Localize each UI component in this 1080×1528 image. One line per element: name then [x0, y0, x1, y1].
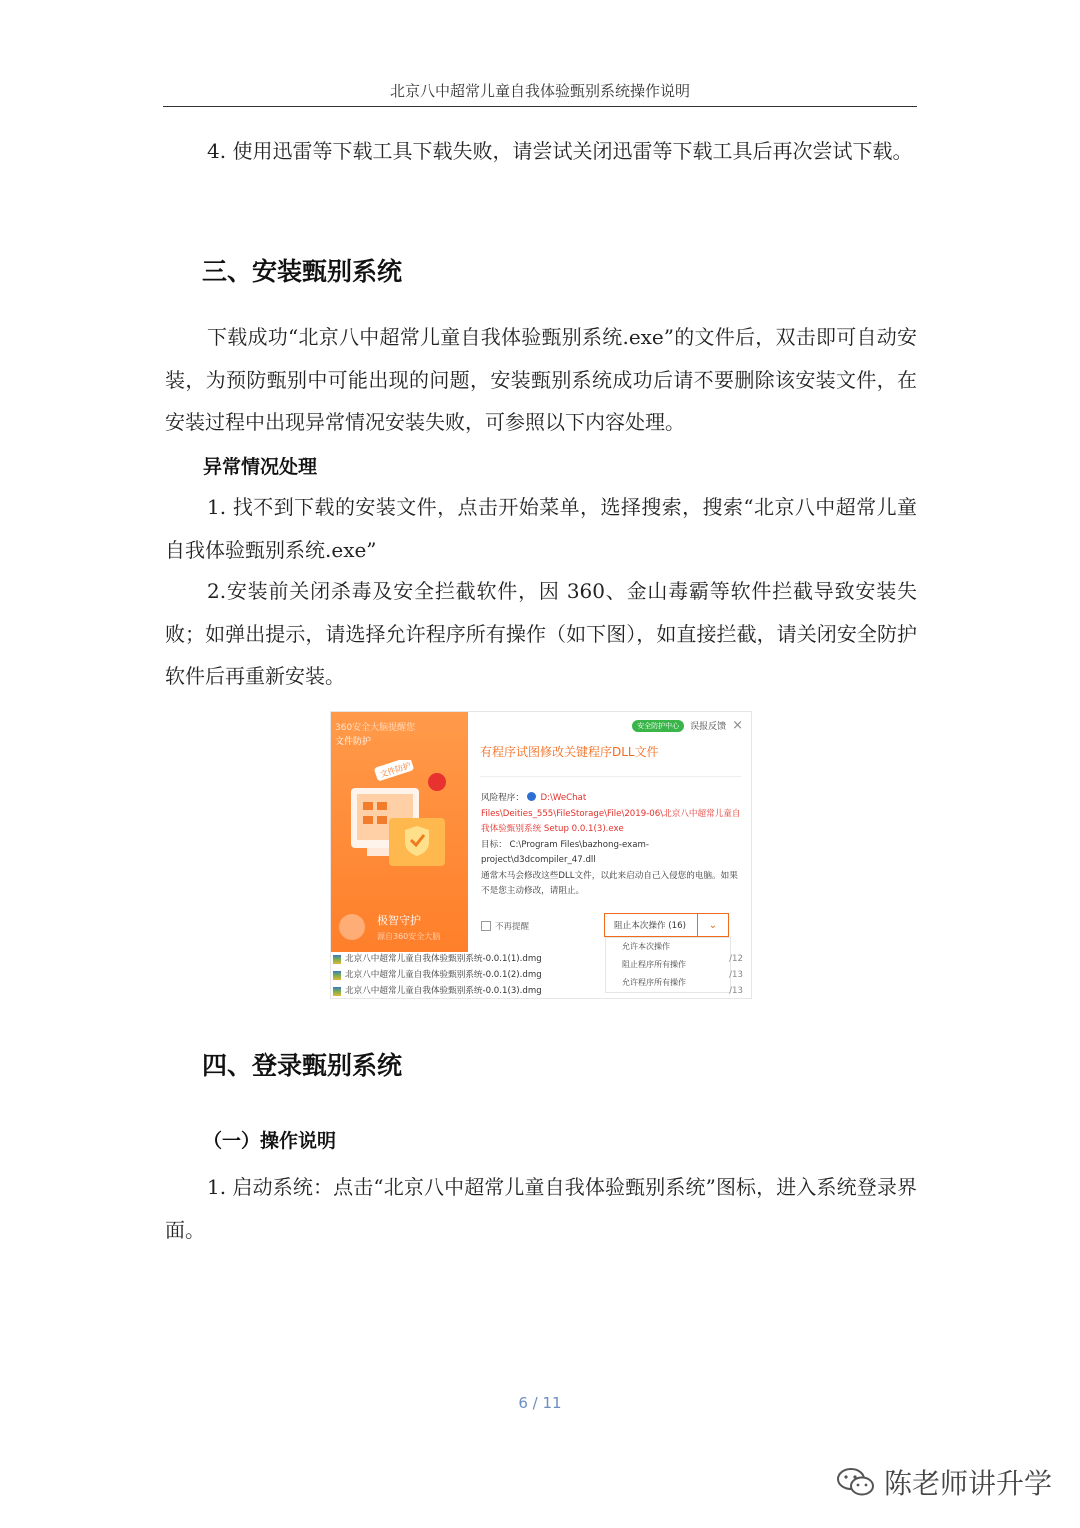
- paragraph-exception-2: 2.安装前关闭杀毒及安全拦截软件，因 360、金山毒霸等软件拦截导致安装失败；如弹出提示，请选择允许程序所有操作（如下图），如直接拦截，请关闭安全防护软件后再重新安装。: [165, 579, 917, 688]
- file-name: 北京八中超常儿童自我体验甄别系统-0.0.1(1).dmg: [345, 954, 542, 964]
- security-dialog-screenshot: [330, 711, 752, 999]
- target-row: [481, 838, 743, 869]
- dialog-divider: [480, 776, 741, 777]
- paragraph-exception-1: 1. 找不到下载的安装文件，点击开始菜单，选择搜索，搜索“北京八中超常儿童自我体验甄别系统.exe”: [165, 495, 917, 562]
- file-icon: [333, 971, 341, 980]
- dialog-foot-title: 极智守护: [377, 914, 421, 927]
- file-row: [333, 983, 743, 999]
- block-operation-button[interactable]: [604, 913, 729, 937]
- paragraph-install: 下载成功“北京八中超常儿童自我体验甄别系统.exe”的文件后，双击即可自动安装，为预防甄别中可能出现的问题，安装甄别系统成功后请不要删除该安装文件，在安装过程中出现异常情况安装失败，可参照以下内容处理。: [165, 325, 917, 434]
- wechat-watermark: [836, 1462, 1052, 1502]
- dialog-brand: 360安全大脑提醒您: [335, 723, 416, 733]
- security-badge: 安全防护中心: [632, 720, 684, 732]
- dialog-orange-panel: [331, 712, 468, 952]
- file-name: 北京八中超常儿童自我体验甄别系统-0.0.1(2).dmg: [345, 970, 542, 980]
- background-file-list: [333, 951, 743, 999]
- wechat-icon: [836, 1466, 876, 1498]
- watermark-text: 陈老师讲升学: [884, 1467, 1053, 1500]
- subheading-operations: （一）操作说明: [203, 1130, 337, 1152]
- section-heading-install: 三、安装甄别系统: [202, 257, 403, 286]
- risk-row: [481, 791, 743, 838]
- dialog-note: 通常木马会修改这些DLL文件，以此来启动自己入侵您的电脑。如果不是您主动修改，请阻止。: [481, 870, 738, 896]
- file-row: [333, 967, 743, 983]
- brand-shield-icon: [339, 914, 365, 940]
- chevron-down-icon[interactable]: ⌄: [697, 914, 728, 936]
- block-button-label: 阻止本次操作 (16): [614, 921, 686, 931]
- file-date: /13: [729, 986, 743, 996]
- page-number: 6 / 11: [518, 1394, 562, 1412]
- risk-label: 风险程序：: [481, 793, 524, 803]
- file-row: [333, 951, 743, 967]
- menu-item-allow-all[interactable]: 允许程序所有操作: [622, 978, 686, 987]
- dialog-module: 文件防护: [335, 737, 372, 747]
- no-remind-label: 不再提醒: [495, 922, 530, 932]
- subheading-exception: 异常情况处理: [203, 456, 318, 478]
- computer-shield-illustration: [345, 760, 457, 890]
- program-icon: [527, 792, 536, 801]
- no-remind-checkbox[interactable]: [481, 920, 529, 932]
- paragraph-login-1: 1. 启动系统：点击“北京八中超常儿童自我体验甄别系统”图标，进入系统登录界面。: [165, 1175, 917, 1242]
- file-date: /13: [729, 970, 743, 980]
- target-label: 目标：: [481, 839, 507, 850]
- feedback-link[interactable]: 误报反馈: [690, 722, 727, 732]
- section-heading-login: 四、登录甄别系统: [202, 1051, 403, 1080]
- dialog-topbar: [632, 718, 743, 733]
- header-divider: [163, 106, 917, 107]
- paragraph-step4: 4. 使用迅雷等下载工具下载失败，请尝试关闭迅雷等下载工具后再次尝试下载。: [207, 139, 913, 163]
- file-name: 北京八中超常儿童自我体验甄别系统-0.0.1(3).dmg: [345, 986, 542, 996]
- menu-item-block-all[interactable]: 阻止程序所有操作: [622, 960, 686, 969]
- page-header-title: 北京八中超常儿童自我体验甄别系统操作说明: [389, 82, 690, 100]
- file-icon: [333, 987, 341, 996]
- file-icon: [333, 955, 341, 964]
- dialog-sticker: 文件防护: [378, 760, 413, 780]
- dialog-title: 有程序试图修改关键程序DLL文件: [480, 745, 659, 759]
- dialog-foot-sub: 源自360安全大脑: [377, 932, 441, 941]
- menu-item-allow-once[interactable]: 允许本次操作: [622, 942, 670, 951]
- dialog-body: [481, 791, 743, 900]
- close-icon[interactable]: ×: [732, 718, 743, 733]
- target-path: C:\Program Files\bazhong-exam-project\d3dcompiler_47.dll: [481, 839, 649, 865]
- checkbox-box[interactable]: [481, 921, 491, 931]
- file-date: /12: [729, 954, 743, 964]
- risk-path: D:\WeChat Files\Deities_555\FileStorage\File\2019-06\北京八中超常儿童自我体验甄别系统 Setup 0.0.1(3).exe: [481, 793, 741, 834]
